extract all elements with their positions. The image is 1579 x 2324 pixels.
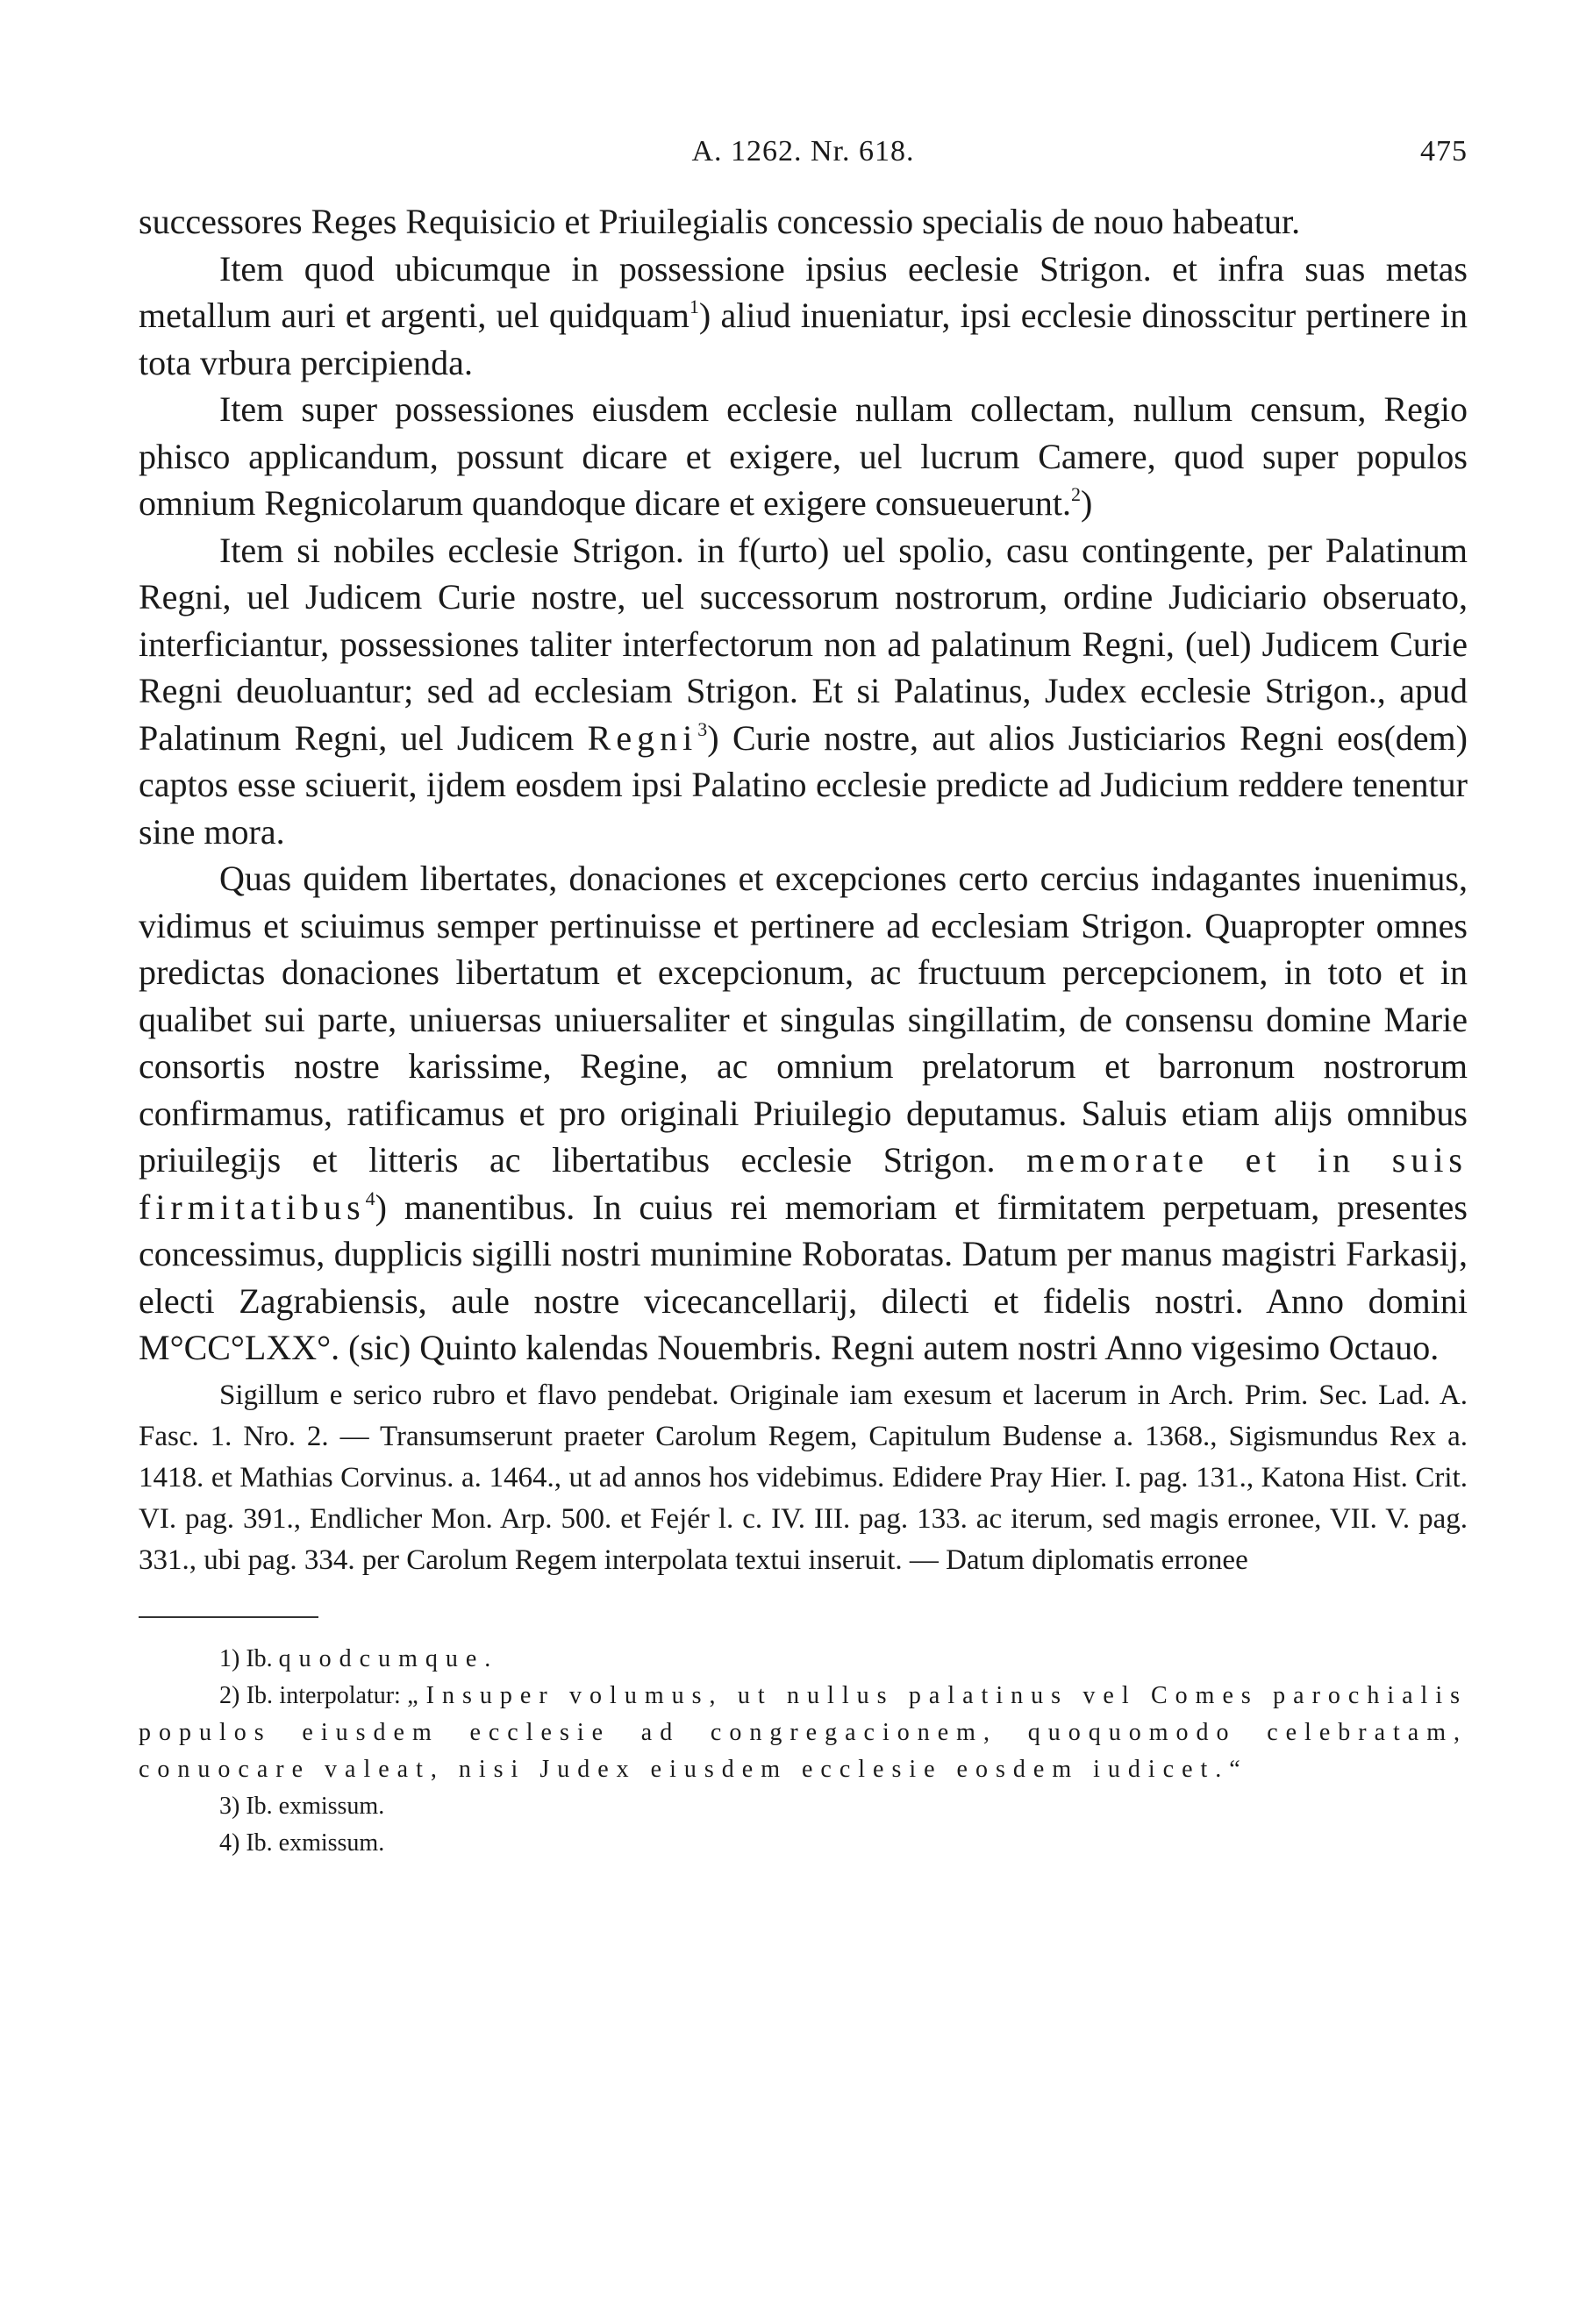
paragraph-3-text-a: Item super possessiones eiusdem ecclesie nullam collectam, nullum censum, Regio phisco applicandum, possunt dicare et exigere, uel lucrum Camere, quod super populos omnium Regnicolarum quandoque dicare et exigere consueuerunt. bbox=[139, 389, 1468, 523]
paragraph-4-spaced: Regni bbox=[587, 717, 698, 758]
paragraph-3-text-b: ) bbox=[1080, 483, 1093, 523]
footnote-1-label: 1) Ib. bbox=[219, 1644, 273, 1672]
paragraph-1 bbox=[139, 198, 1468, 246]
document-page bbox=[139, 123, 1468, 1862]
running-header bbox=[139, 123, 1468, 175]
page-number: 475 bbox=[1420, 135, 1468, 168]
footnote-2 bbox=[139, 1678, 1468, 1788]
paragraph-4-text-a: Item si nobiles ecclesie Strigon. in f(urto) uel spolio, casu contingente, per Palatinum Regni, uel Judicem Curie nostre, uel successorum nostrorum, ordine Judiciario obseruato, interficiantur, possessiones taliter interfectorum non ad palatinum Regni, (uel) Judicem Curie Regni deuoluantur; sed ad ecclesiam Strigon. Et si Palatinus, Judex ecclesie Strigon., apud Palatinum Regni, uel Judicem bbox=[139, 530, 1468, 758]
footnote-2-label: 2) Ib. interpolatur: bbox=[219, 1681, 401, 1709]
footnote-ref-3: 3 bbox=[697, 717, 708, 740]
footnote-ref-1: 1 bbox=[689, 296, 699, 317]
footnote-1 bbox=[139, 1641, 1468, 1678]
paragraph-2-text-b: ) aliud inueniatur, ipsi ecclesie dinosscitur pertinere in tota vrbura percipienda. bbox=[139, 296, 1468, 382]
editorial-note: Sigillum e serico rubro et flavo pendebat. Originale iam exesum et lacerum in Arch. Prim. Sec. Lad. A. Fasc. 1. Nro. 2. — Transumserunt praeter Carolum Regem, Capitulum Budense a. 1368., Sigismundus Rex a. 1418. et Mathias Corvinus. a. 1464., ut ad annos hos videbimus. Edidere Pray Hier. I. pag. 131., Katona Hist. Crit. VI. pag. 391., Endlicher Mon. Arp. 500. et Fejér l. c. IV. III. pag. 133. ac iterum, sed magis erronee, VII. V. pag. 331., ubi pag. 334. per Carolum Regem interpolata textui inseruit. — Datum diplomatis erronee bbox=[139, 1379, 1468, 1576]
footnote-ref-4: 4 bbox=[365, 1187, 375, 1209]
footnote-3: 3) Ib. exmissum. bbox=[219, 1792, 385, 1820]
paragraph-5-text-b: ) manentibus. In cuius rei memoriam et firmitatem perpetuam, presentes concessimus, dupplicis sigilli nostri munimine Roboratas. Datum per manus magistri Farkasij, electi Zagrabiensis, aule nostre vicecancellarij, dilecti et fidelis nostri. Anno domini M°CC°LXX°. (sic) Quinto kalendas Nouembris. Regni autem nostri Anno vigesimo Octauo. bbox=[139, 1187, 1468, 1367]
paragraph-2-text-a: Item quod ubicumque in possessione ipsius eeclesie Strigon. et infra suas metas metallum auri et argenti, uel quidquam bbox=[139, 248, 1468, 335]
main-text bbox=[139, 198, 1468, 1372]
footnote-1-text: quodcumque. bbox=[278, 1644, 499, 1672]
footnotes bbox=[139, 1641, 1468, 1862]
footnote-divider bbox=[139, 1616, 318, 1618]
footnote-4: 4) Ib. exmissum. bbox=[219, 1829, 385, 1857]
paragraph-1-text: successores Reges Requisicio et Priuilegialis concessio specialis de nouo habeatur. bbox=[139, 202, 1301, 241]
paragraph-5-spaced: memorate et in suis firmitatibus bbox=[139, 1140, 1468, 1227]
paragraph-5-text-a: Quas quidem libertates, donaciones et excepciones certo cercius indagantes inuenimus, vidimus et sciuimus semper pertinuisse et pertinere ad ecclesiam Strigon. Quapropter omnes predictas donaciones libertatum et excepcionum, ac fructuum percepcionem, in toto et in qualibet sui parte, uniuersas uniuersaliter et singulas singillatim, de consensu domine Marie consortis nostre karissime, Regine, ac omnium prelatorum et barronum nostrorum confirmamus, ratificamus et pro originali Priuilegio deputamus. Saluis etiam alijs omnibus priuilegijs et litteris ac libertatibus ecclesie Strigon. bbox=[139, 859, 1468, 1180]
footnote-ref-2: 2 bbox=[1070, 483, 1081, 505]
paragraph-3 bbox=[139, 386, 1468, 527]
footnote-2-text: „Insuper volumus, ut nullus palatinus vel Comes parochialis populos eiusdem ecclesie ad congregacionem, quoquomodo celebratam, conuocare valeat, nisi Judex eiusdem ecclesie eosdem iudicet.“ bbox=[139, 1681, 1468, 1783]
running-title: A. 1262. Nr. 618. bbox=[691, 135, 915, 168]
paragraph-2 bbox=[139, 246, 1468, 387]
paragraph-5 bbox=[139, 855, 1468, 1372]
paragraph-4 bbox=[139, 527, 1468, 856]
paragraph-4-text-b: ) Curie nostre, aut alios Justiciarios Regni eos(dem) captos esse sciuerit, ijdem eosdem ipsi Palatino ecclesie predicte ad Judicium reddere tenentur sine mora. bbox=[139, 717, 1468, 852]
